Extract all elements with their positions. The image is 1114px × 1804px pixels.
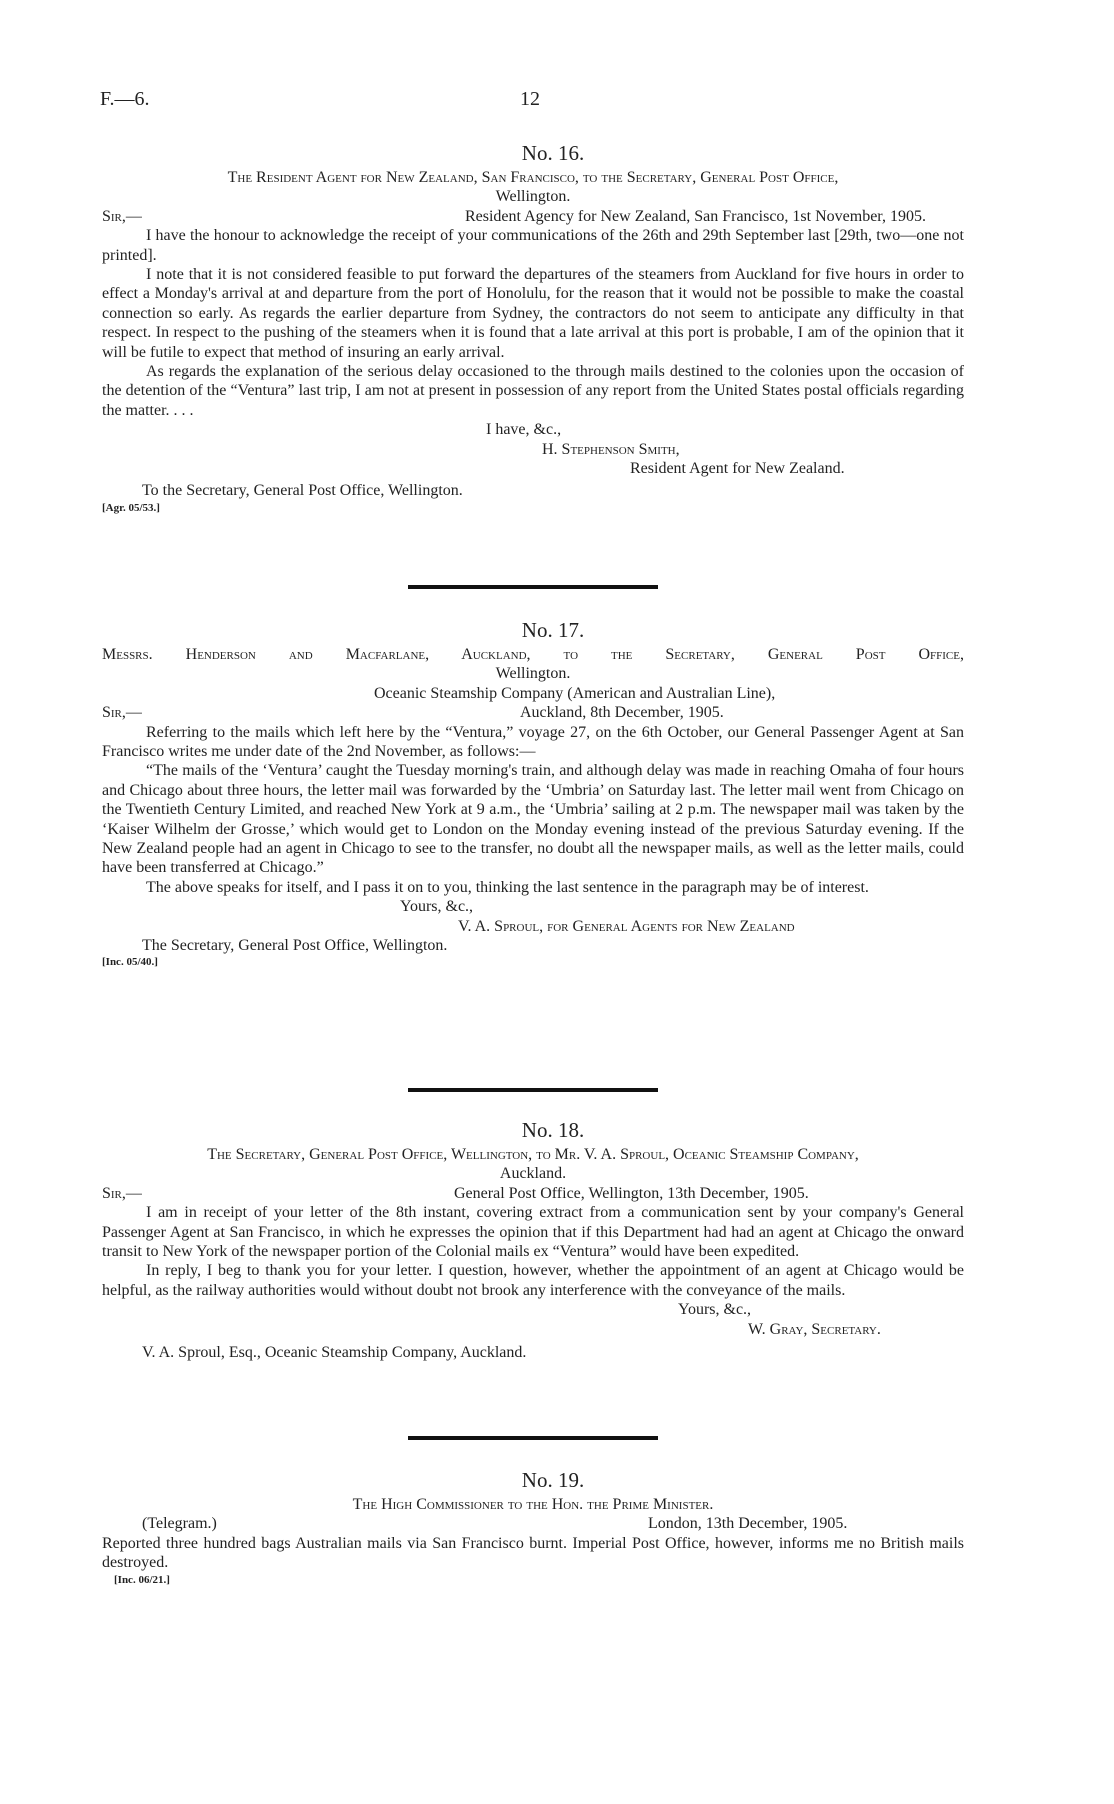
closing: I have, &c., [486,421,562,439]
file-reference: [Inc. 05/40.] [102,956,158,969]
closing: Yours, &c., [400,898,474,916]
paragraph: In reply, I beg to thank you for your letter. I question, however, whether the appointment of an agent at Chicago would be helpful, as the railway authorities would without doubt not brook any interference with the conveyance of the mails. [102,1262,964,1299]
signature: W. Gray, Secretary. [748,1320,881,1338]
section-number: No. 18. [521,1118,585,1142]
dateline: London, 13th December, 1905. [648,1515,848,1533]
section-no-18 [102,1118,964,1362]
addressee: The Secretary, General Post Office, Wellington. [142,937,448,955]
section-number: No. 17. [521,618,585,642]
paragraph: I have the honour to acknowledge the receipt of your communications of the 26th and 29th September last [29th, two—one not printed]. [102,227,964,264]
closing: Yours, &c., [678,1301,752,1319]
section-number: No. 16. [521,141,585,165]
section-number: No. 19. [521,1468,585,1492]
signer-title: Resident Agent for New Zealand. [630,460,845,478]
quoted-paragraph: “The mails of the ‘Ventura’ caught the Tuesday morning's train, and although delay was made in reaching Omaha of four hours and Chicago about three hours, the letter mail was forwarded by the ‘Umbria’ on Saturday last. The letter mail went from Chicago on the Twentieth Century Limited, and reached New York at 9 a.m., the ‘Umbria’ sailing at 2 p.m. The newspaper mail was taken by the ‘Kaiser Wilhelm der Grosse,’ which would get to London on the Monday evening instead of the previous Saturday evening. If the New Zealand people had an agent in Chicago to see to the transfer, no doubt all the newspaper mails, as well as the letter mails, could have been transferred at Chicago.” [102,762,964,877]
section-heading-cont: Wellington. [495,188,571,206]
paragraph: I am in receipt of your letter of the 8th instant, covering extract from a communication sent by your company's General Passenger Agent at San Francisco, in which he expresses the opinion that if this Department had had an agent at Chicago the onward transit to New York of the newspaper portion of the Colonial mails ex “Ventura” would have been expedited. [102,1204,964,1261]
letterhead: Oceanic Steamship Company (American and Australian Line), [374,684,776,702]
file-reference: [Agr. 05/53.] [102,501,160,514]
paragraph: The above speaks for itself, and I pass it on to you, thinking the last sentence in the paragraph may be of interest. [146,878,869,896]
page-number: 12 [520,88,540,110]
addressee: V. A. Sproul, Esq., Oceanic Steamship Company, Auckland. [142,1344,527,1362]
section-heading: The High Commissioner to the Hon. the Prime Minister. [352,1496,714,1513]
salutation-row [102,703,964,722]
file-reference: [Inc. 06/21.] [114,1573,170,1586]
section-heading-cont: Auckland. [499,1165,567,1183]
section-no-17 [102,618,964,969]
section-heading: Messrs. Henderson and Macfarlane, Auckland, to the Secretary, General Post Office, [102,646,964,663]
salutation: Sir,— [102,704,142,722]
paragraph: Referring to the mails which left here by the “Ventura,” voyage 27, on the 6th October, our General Passenger Agent at San Francisco writes me under date of the 2nd November, as follows:— [102,723,964,761]
paragraph: As regards the explanation of the serious delay occasioned to the through mails destined to the colonies upon the occasion of the detention of the “Ventura” last trip, I am not at present in possession of any report from the United States postal officials regarding the matter. . . . [102,363,964,419]
section-heading-cont: Wellington. [495,665,571,683]
signature: V. A. Sproul, for General Agents for New Zealand [458,917,795,935]
salutation-row [102,207,964,226]
paragraph: Reported three hundred bags Australian mails via San Francisco burnt. Imperial Post Office, however, informs me no British mails destroyed. [102,1534,964,1572]
paper-reference: F.—6. [100,88,150,110]
signature: H. Stephenson Smith, [542,440,680,458]
section-heading: The Secretary, General Post Office, Wellington, to Mr. V. A. Sproul, Oceanic Steamship Company, [207,1146,859,1163]
salutation: Sir,— [102,207,142,225]
section-heading: The Resident Agent for New Zealand, San Francisco, to the Secretary, General Post Office, [227,169,839,186]
page-header [100,88,974,112]
section-divider [408,1088,658,1092]
section-divider [408,585,658,589]
dateline: Resident Agency for New Zealand, San Francisco, 1st November, 1905. [464,207,926,225]
salutation: Sir,— [102,1184,142,1202]
section-divider [408,1436,658,1440]
dateline: General Post Office, Wellington, 13th December, 1905. [454,1184,809,1202]
section-no-16 [102,141,964,515]
salutation-row [102,1184,964,1203]
telegram-row [102,1514,964,1533]
telegram-label: (Telegram.) [142,1515,217,1533]
section-no-19 [102,1468,964,1587]
addressee: To the Secretary, General Post Office, Wellington. [142,482,463,500]
paragraph: I note that it is not considered feasible to put forward the departures of the steamers from Auckland for five hours in order to effect a Monday's arrival at and departure from the port of Honolulu, for the reason that it would not be possible to make the coastal connection so early. As regards the earlier departure from Sydney, the contractors do not seem to anticipate any difficulty in that respect. In respect to the pushing of the steamers when it is found that a late arrival at this port is probable, I am of the opinion that it will be futile to expect that method of insuring an early arrival. [102,266,964,361]
dateline: Auckland, 8th December, 1905. [520,704,724,722]
